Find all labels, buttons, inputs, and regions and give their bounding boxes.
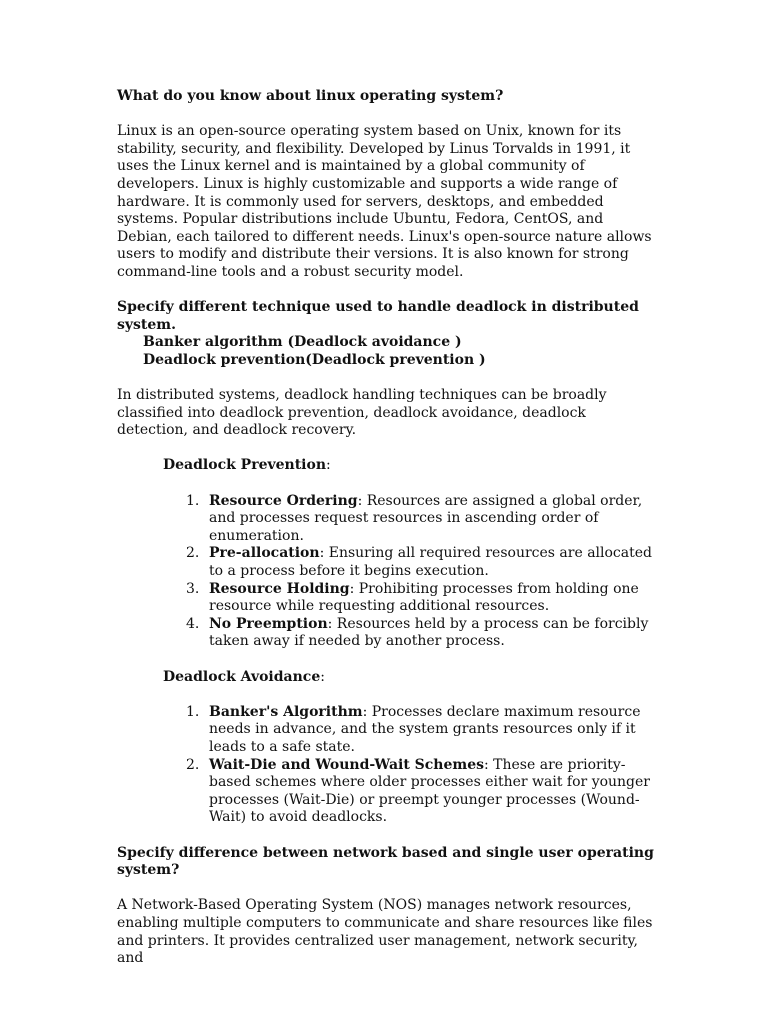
- heading-deadlock-prevention: Deadlock Prevention:: [163, 457, 331, 474]
- answer-linux: Linux is an open-source operating system based on Unix, known for its stability, security, and flexibility. Developed by Linus Torvalds in 1991, it uses the Linux kernel and is maintained by a global community of developers. Linux is highly customizable and supports a wide range of hardware. It is commonly used for servers, desktops, and embedded systems. Popular distributions include Ubuntu, Fedora, CentOS, and Debian, each tailored to different needs. Linux's open-source nature allows users to modify and distribute their versions. It is also known for strong command-line tools and a robust security model.: [117, 123, 652, 280]
- list-item: 2. Pre-allocation: Ensuring all required resources are allocated to a process before it begins execution.: [186, 545, 652, 580]
- heading-deadlock-avoidance: Deadlock Avoidance:: [163, 668, 325, 685]
- list-item: 2. Wait-Die and Wound-Wait Schemes: These are priority-based schemes where older processes either wait for younger processes (Wait-Die) or preempt younger processes (Wound-Wait) to avoid deadlocks.: [186, 756, 650, 826]
- avoidance-list: [117, 704, 658, 827]
- question-nos-title: Specify difference between network based and single user operating system?: [117, 844, 654, 879]
- question-deadlock-title: Specify different technique used to handle deadlock in distributed system.: [117, 299, 639, 333]
- deadlock-intro: In distributed systems, deadlock handling techniques can be broadly classified into deadlock prevention, deadlock avoidance, deadlock detection, and deadlock recovery.: [117, 387, 607, 439]
- subpoint-banker: Banker algorithm (Deadlock avoidance ): [143, 334, 462, 351]
- prevention-list: [117, 493, 658, 651]
- list-item: 3. Resource Holding: Prohibiting processes from holding one resource while requesting additional resources.: [186, 580, 639, 615]
- list-item: 1. Banker's Algorithm: Processes declare maximum resource needs in advance, and the system grants resources only if it leads to a safe state.: [186, 703, 641, 755]
- answer-nos: A Network-Based Operating System (NOS) manages network resources, enabling multiple computers to communicate and share resources like files and printers. It provides centralized user management, network security, and: [117, 897, 653, 967]
- question-linux-title: What do you know about linux operating system?: [117, 88, 504, 104]
- list-item: 4. No Preemption: Resources held by a process can be forcibly taken away if needed by another process.: [186, 615, 649, 650]
- list-item: 1. Resource Ordering: Resources are assigned a global order, and processes request resources in ascending order of enumeration.: [186, 492, 643, 544]
- subpoint-prevention: Deadlock prevention(Deadlock prevention ): [143, 351, 486, 368]
